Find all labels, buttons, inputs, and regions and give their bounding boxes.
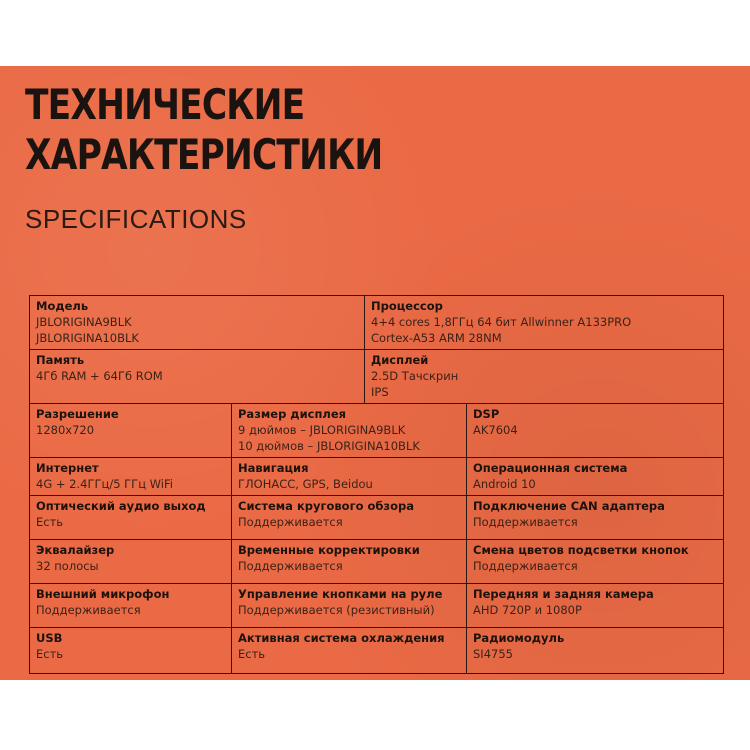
spec-cell-can-adapter <box>467 496 724 540</box>
spec-cell-button-backlight <box>467 540 724 584</box>
spec-card <box>0 66 750 680</box>
spec-value: Поддерживается <box>36 603 141 617</box>
spec-value: JBLORIGINA9BLK <box>36 315 132 329</box>
spec-label: Подключение CAN адаптера <box>473 499 665 513</box>
spec-value: 2.5D Тачскрин <box>371 369 459 383</box>
table-row <box>30 496 724 540</box>
spec-cell-memory <box>30 350 365 404</box>
spec-cell-os <box>467 458 724 496</box>
spec-label: Интернет <box>36 461 99 475</box>
spec-label: Разрешение <box>36 407 119 421</box>
table-row <box>30 540 724 584</box>
spec-cell-dsp <box>467 404 724 458</box>
spec-cell-navigation <box>232 458 467 496</box>
spec-cell-surround-view <box>232 496 467 540</box>
spec-label: Активная система охлаждения <box>238 631 445 645</box>
table-row <box>30 628 724 674</box>
table-row <box>30 350 724 404</box>
spec-label: Передняя и задняя камера <box>473 587 654 601</box>
spec-cell-optical-audio <box>30 496 232 540</box>
table-row <box>30 404 724 458</box>
page-subtitle: SPECIFICATIONS <box>25 204 247 234</box>
spec-value: 10 дюймов – JBLORIGINA10BLK <box>238 439 420 453</box>
spec-cell-radio <box>467 628 724 674</box>
spec-cell-equalizer <box>30 540 232 584</box>
spec-value: Поддерживается <box>238 559 343 573</box>
spec-value: 9 дюймов – JBLORIGINA9BLK <box>238 423 406 437</box>
spec-value: AK7604 <box>473 423 518 437</box>
spec-cell-internet <box>30 458 232 496</box>
spec-cell-time-correction <box>232 540 467 584</box>
spec-cell-processor <box>365 296 724 350</box>
spec-label: Смена цветов подсветки кнопок <box>473 543 689 557</box>
spec-label: DSP <box>473 407 500 421</box>
spec-cell-steering-buttons <box>232 584 467 628</box>
spec-label: Дисплей <box>371 353 429 367</box>
spec-value: Поддерживается <box>473 559 578 573</box>
spec-label: Система кругового обзора <box>238 499 414 513</box>
spec-cell-usb <box>30 628 232 674</box>
spec-cell-display-size <box>232 404 467 458</box>
spec-value: AHD 720P и 1080P <box>473 603 582 617</box>
spec-label: Операционная система <box>473 461 628 475</box>
table-row <box>30 296 724 350</box>
spec-cell-model <box>30 296 365 350</box>
spec-cell-resolution <box>30 404 232 458</box>
spec-value: 4+4 cores 1,8ГГц 64 бит Allwinner A133PRO <box>371 315 632 329</box>
spec-cell-display <box>365 350 724 404</box>
spec-label: Управление кнопками на руле <box>238 587 443 601</box>
spec-label: Процессор <box>371 299 443 313</box>
spec-cell-cooling <box>232 628 467 674</box>
table-row <box>30 584 724 628</box>
spec-label: Эквалайзер <box>36 543 115 557</box>
title-line-1: ТЕХНИЧЕСКИЕ <box>25 80 305 129</box>
spec-label: Размер дисплея <box>238 407 347 421</box>
spec-value: JBLORIGINA10BLK <box>36 331 139 345</box>
spec-value: Поддерживается (резистивный) <box>238 603 435 617</box>
spec-table <box>29 295 724 674</box>
table-row <box>30 458 724 496</box>
spec-label: Память <box>36 353 85 367</box>
spec-value: Поддерживается <box>238 515 343 529</box>
spec-value: Android 10 <box>473 477 536 491</box>
spec-cell-cameras <box>467 584 724 628</box>
spec-value: 32 полосы <box>36 559 99 573</box>
spec-label: USB <box>36 631 63 645</box>
spec-value: Cortex-A53 ARM 28NM <box>371 331 502 345</box>
spec-cell-ext-mic <box>30 584 232 628</box>
spec-label: Оптический аудио выход <box>36 499 206 513</box>
spec-label: Временные корректировки <box>238 543 420 557</box>
spec-label: Внешний микрофон <box>36 587 170 601</box>
spec-value: Есть <box>36 647 64 661</box>
spec-value: Есть <box>238 647 266 661</box>
spec-value: Поддерживается <box>473 515 578 529</box>
spec-value: Есть <box>36 515 64 529</box>
spec-value: SI4755 <box>473 647 513 661</box>
spec-value: 4Гб RAM + 64Гб ROM <box>36 369 163 383</box>
spec-value: IPS <box>371 385 389 399</box>
spec-label: Радиомодуль <box>473 631 565 645</box>
page-title <box>25 80 382 180</box>
spec-label: Навигация <box>238 461 309 475</box>
spec-value: 1280x720 <box>36 423 95 437</box>
spec-label: Модель <box>36 299 89 313</box>
spec-value: 4G + 2.4ГГц/5 ГГц WiFi <box>36 477 173 491</box>
spec-value: ГЛОНАСС, GPS, Beidou <box>238 477 373 491</box>
title-line-2: ХАРАКТЕРИСТИКИ <box>25 130 383 179</box>
